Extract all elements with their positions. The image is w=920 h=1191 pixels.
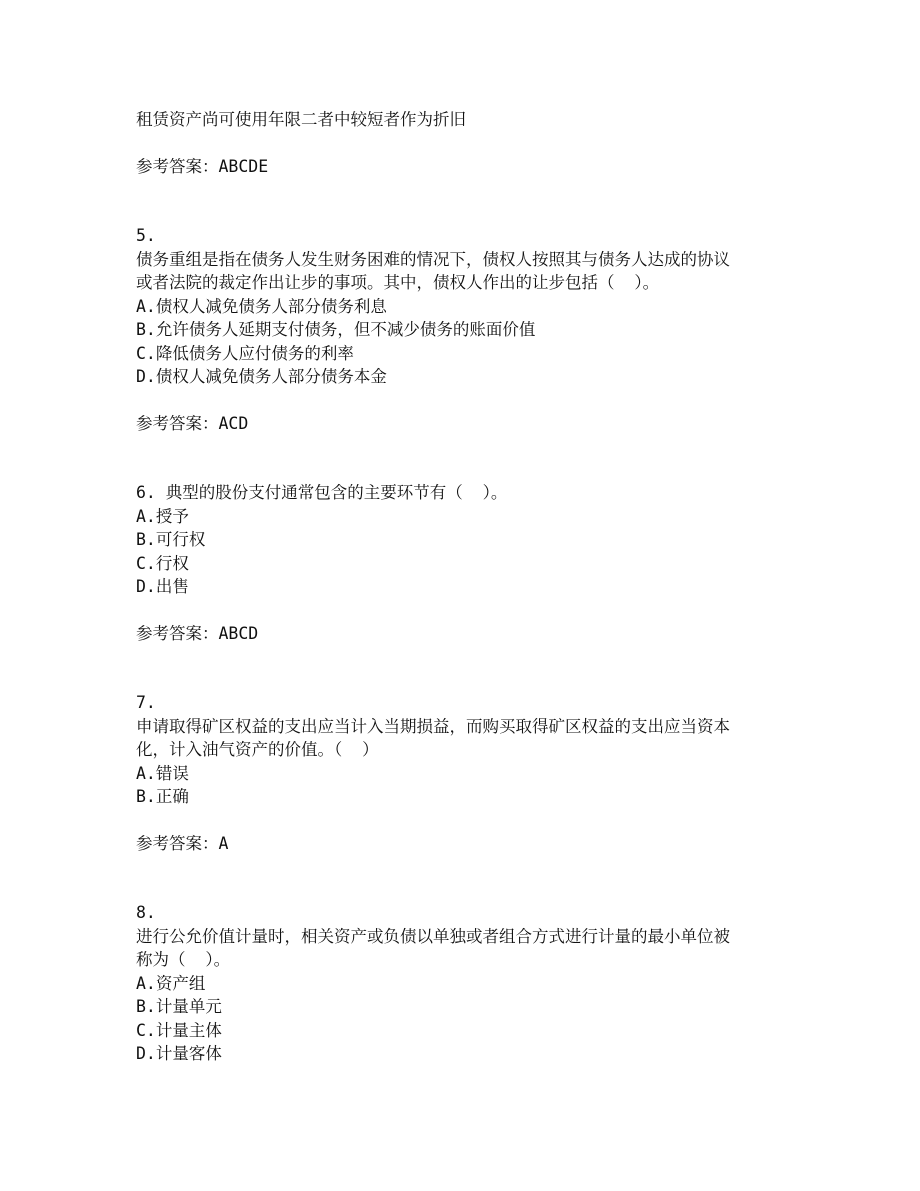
question-5: [136, 224, 796, 435]
option-a: A.授予: [136, 506, 189, 526]
question-7: [136, 691, 796, 855]
question-stem-line: 称为（ ）。: [136, 950, 231, 969]
intro-answer: 参考答案：ABCDE: [136, 156, 269, 176]
document-content: [136, 108, 796, 1066]
answer-key: 参考答案：A: [136, 833, 229, 853]
option-a: A.错误: [136, 763, 189, 783]
question-8: [136, 901, 796, 1066]
answer-key: 参考答案：ACD: [136, 413, 249, 433]
option-b: B.可行权: [136, 530, 206, 549]
question-stem-line: 债务重组是指在债务人发生财务困难的情况下，债权人按照其与债务人达成的协议: [136, 249, 730, 269]
option-c: C.降低债务人应付债务的利率: [136, 343, 354, 363]
question-stem-line: 申请取得矿区权益的支出应当计入当期损益，而购买取得矿区权益的支出应当资本: [136, 716, 730, 736]
option-b: B.计量单元: [136, 997, 222, 1016]
option-c: C.行权: [136, 553, 189, 573]
question-6: [136, 481, 796, 645]
intro-text: 租赁资产尚可使用年限二者中较短者作为折旧: [136, 110, 466, 129]
question-number: 5.: [136, 226, 156, 245]
option-a: A.债权人减免债务人部分债务利息: [136, 296, 387, 316]
question-stem-line: 或者法院的裁定作出让步的事项。其中，债权人作出的让步包括（ ）。: [136, 273, 660, 292]
question-number: 7.: [136, 693, 156, 712]
question-number: 6. 典型的股份支付通常包含的主要环节有（ ）。: [136, 483, 508, 502]
question-number: 8.: [136, 903, 156, 922]
option-d: D.债权人减免债务人部分债务本金: [136, 367, 387, 386]
answer-key: 参考答案：ABCD: [136, 623, 259, 643]
question-stem-line: 进行公允价值计量时，相关资产或负债以单独或者组合方式进行计量的最小单位被: [136, 926, 730, 946]
question-stem-line: 化，计入油气资产的价值。（ ）: [136, 740, 379, 759]
option-c: C.计量主体: [136, 1020, 222, 1040]
option-d: D.计量客体: [136, 1044, 222, 1063]
option-a: A.资产组: [136, 973, 206, 993]
option-d: D.出售: [136, 577, 189, 596]
option-b: B.允许债务人延期支付债务，但不减少债务的账面价值: [136, 320, 536, 339]
option-b: B.正确: [136, 787, 189, 806]
